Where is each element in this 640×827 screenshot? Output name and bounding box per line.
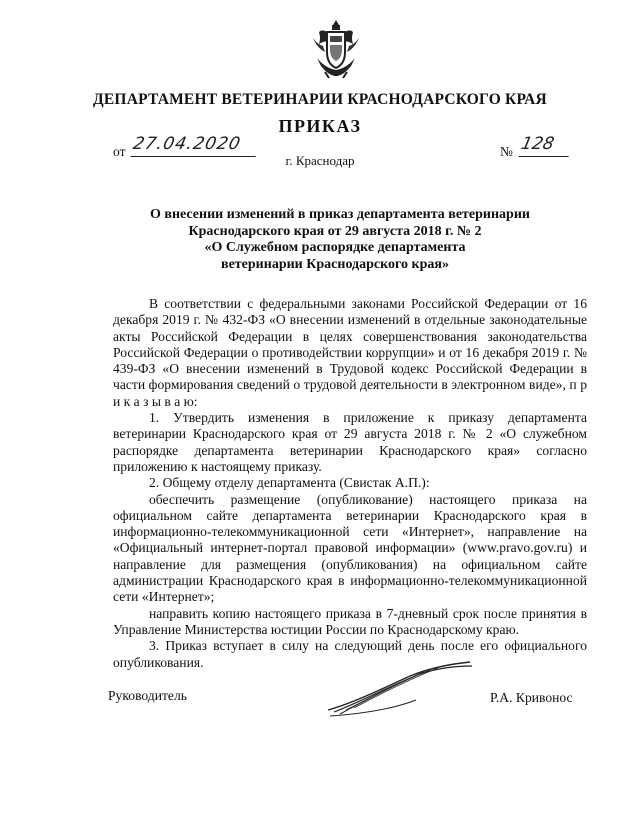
signature-icon: [320, 660, 480, 720]
subject-line: О внесении изменений в приказ департамента ветеринарии: [150, 207, 530, 222]
paragraph-item-2-publish: обеспечить размещение (опубликование) настоящего приказа на официальном сайте департамента ветеринарии Краснодарского края в информационно-телекоммуникационной сети «Интернет», направление на «Официальный интернет-портал правовой информации» (www.pravo.gov.ru) и направление для размещения (опубликования) на официальном сайте администрации Краснодарского края в информационно-телекоммуникационной сети «Интернет»;: [113, 491, 587, 605]
date-label: от: [113, 144, 126, 159]
coat-of-arms-icon: [311, 18, 361, 80]
paragraph-item-3: 3. Приказ вступает в силу на следующий день после его официального опубликования.: [113, 638, 587, 670]
number-label: №: [500, 144, 513, 159]
subject-line: Краснодарского края от 29 августа 2018 г. № 2: [188, 223, 482, 239]
paragraph-item-2: 2. Общему отделу департамента (Свистак А.П.):: [149, 475, 430, 491]
document-type: ПРИКАЗ: [278, 116, 362, 136]
subject-line: ветеринарии Краснодарского края»: [221, 256, 449, 272]
paragraph-item-2-send: направить копию настоящего приказа в 7-дневный срок после принятия в Управление Министерства юстиции России по Краснодарскому краю.: [113, 605, 587, 637]
subject-line: «О Служебном распорядке департамента: [204, 240, 466, 255]
paragraph-preamble: В соответствии с федеральными законами Российской Федерации от 16 декабря 2019 г. № 432-ФЗ «О внесении изменений в отдельные законодательные акты Российской Федерации в целях совершенствования законодательства Российской Федерации о противодействии коррупции» и от 16 декабря 2019 г. № 439-ФЗ «О внесении изменений в Трудовой кодекс Российской Федерации в части формирования сведений о трудовой деятельности в электронном виде», п р и к а з ы в а ю:: [113, 296, 587, 409]
order-subject: [150, 207, 530, 273]
city: г. Краснодар: [285, 153, 355, 168]
order-date: 27.04.2020: [131, 134, 261, 157]
signatory-role: Руководитель: [108, 688, 187, 703]
signatory-name: Р.А. Кривонос: [490, 690, 573, 705]
paragraph-item-1: 1. Утвердить изменения в приложение к приказу департамента ветеринарии Краснодарского края от 29 августа 2018 г. № 2 «О служебном распорядке департамента ветеринарии Краснодарского края» согласно приложению к настоящему приказу.: [113, 410, 587, 474]
department-title: ДЕПАРТАМЕНТ ВЕТЕРИНАРИИ КРАСНОДАРСКОГО КРАЯ: [93, 91, 547, 108]
order-number: 128: [519, 134, 574, 157]
order-body: [113, 296, 587, 671]
